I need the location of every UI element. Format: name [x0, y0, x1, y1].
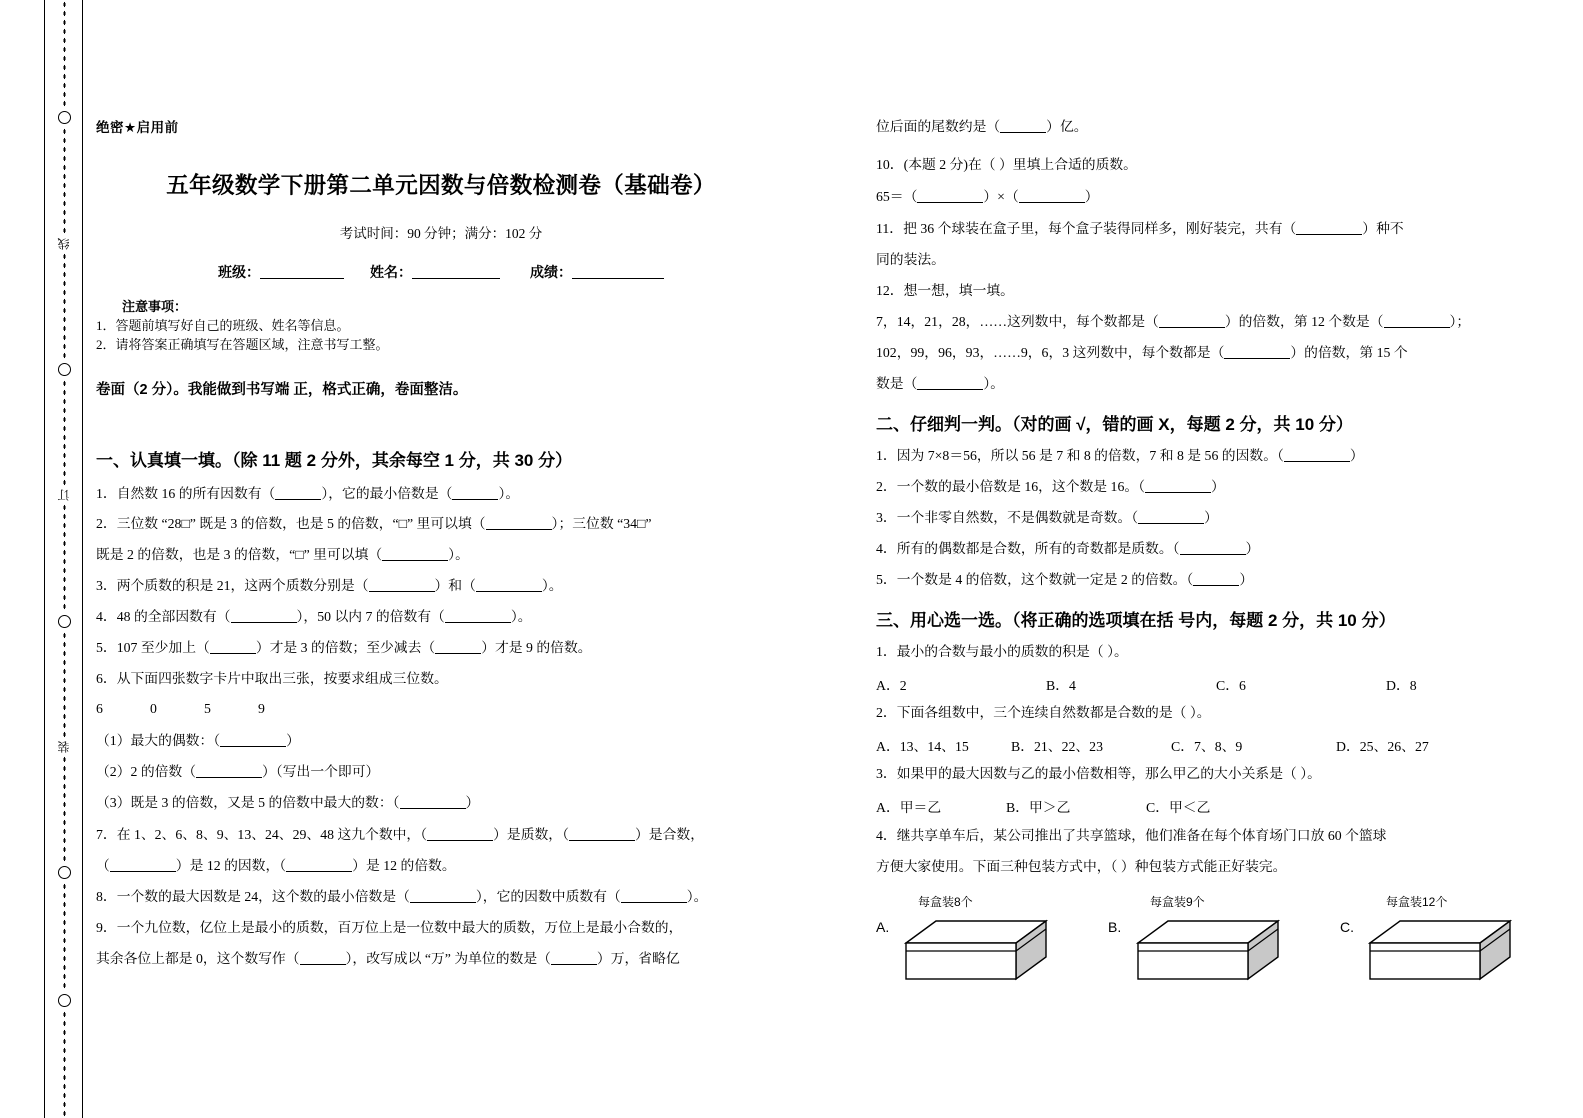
q3-1-option-a[interactable]: A．2: [876, 678, 907, 693]
q12-text-g: ）。: [983, 376, 1005, 391]
binding-line-outer: [44, 0, 45, 1118]
q3-blank-2[interactable]: [476, 591, 542, 592]
q5-text-b: ）才是 3 的倍数；至少减去（: [255, 640, 436, 655]
q3-2-option-a[interactable]: A．13、14、15: [876, 739, 969, 754]
q9-text-a: 其余各位上都是 0，这个数写作（: [96, 951, 300, 966]
q5-blank-2[interactable]: [435, 653, 481, 654]
question-1-12-line3: [876, 375, 1536, 392]
q4-text-c: ）。: [510, 609, 532, 624]
q5-blank-1[interactable]: [210, 653, 256, 654]
binding-circle: [58, 994, 71, 1007]
tf1-text: 1．因为 7×8＝56，所以 56 是 7 和 8 的倍数，7 和 8 是 56 的因数。（: [876, 448, 1284, 463]
tf4-blank[interactable]: [1180, 554, 1246, 555]
score-label: 成绩：: [530, 264, 572, 280]
q2-blank-2[interactable]: [382, 560, 448, 561]
q3-3-option-b[interactable]: B．甲＞乙: [1006, 800, 1071, 815]
packaging-c-caption: 每盒装12个: [1386, 895, 1448, 909]
q12-blank-1[interactable]: [1159, 327, 1225, 328]
binding-dots: [63, 252, 66, 360]
q6s1-text-b: ）: [286, 733, 300, 748]
binding-circle: [58, 866, 71, 879]
tf2-text: 2．一个数的最小倍数是 16，这个数是 16。（: [876, 479, 1146, 494]
q11-text-b: ）种不: [1362, 221, 1404, 236]
question-1-12-line1: [876, 313, 1536, 330]
q6s3-text-a: （3）既是 3 的倍数，又是 5 的倍数中最大的数：（: [96, 795, 400, 810]
binding-mark-zhuang: 装: [57, 740, 71, 753]
q8-blank-1[interactable]: [410, 902, 476, 903]
question-1-10-stem: 10．(本题 2 分)在（ ）里填上合适的质数。: [876, 157, 1137, 172]
q2-text-a: 2．三位数 “28□” 既是 3 的倍数，也是 5 的倍数，“□” 里可以填（: [96, 516, 486, 531]
q3-2-option-b[interactable]: B．21、22、23: [1011, 739, 1103, 754]
question-3-3-stem: 3．如果甲的最大因数与乙的最小倍数相等，那么甲乙的大小关系是（ ）。: [876, 766, 1321, 781]
packaging-options-row: [876, 895, 1536, 985]
binding-dots: [63, 379, 66, 487]
section-one-heading: 一、认真填一填。（除 11 题 2 分外，其余每空 1 分，共 30 分）: [96, 451, 573, 470]
tf5-text: 5．一个数是 4 的倍数，这个数就一定是 2 的倍数。（: [876, 572, 1194, 587]
q9-text-e: ）亿。: [1046, 119, 1088, 134]
paper-neatness-note: 卷面（2 分）。我能做到书写端 正，格式正确，卷面整洁。: [96, 382, 468, 398]
q7-blank-4[interactable]: [286, 871, 352, 872]
q9-blank-2[interactable]: [551, 964, 597, 965]
q3-1-option-b[interactable]: B．4: [1046, 678, 1076, 693]
question-1-3: [96, 577, 786, 594]
question-1-9-line3: [876, 118, 1536, 135]
q6s3-blank[interactable]: [400, 808, 466, 809]
binding-dots: [63, 755, 66, 863]
notice-item-2: 2．请将答案正确填写在答题区域，注意书写工整。: [96, 337, 389, 352]
question-2-2: [876, 478, 1536, 495]
binding-circle: [58, 111, 71, 124]
question-3-2-options: [876, 735, 1536, 755]
question-1-12-stem: 12．想一想，填一填。: [876, 283, 1014, 298]
q10-text-a: 65＝（: [876, 189, 918, 204]
q6s2-text-a: （2）2 的倍数（: [96, 764, 197, 779]
q3-text-b: ）和（: [434, 578, 476, 593]
notice-title: 注意事项：: [122, 299, 188, 314]
q12-text-c: ）；: [1449, 314, 1471, 329]
question-3-3-options: [876, 796, 1536, 816]
q10-text-b: ）×（: [983, 189, 1019, 204]
question-1-11-line2: 同的装法。: [876, 252, 945, 267]
q3-text-c: ）。: [541, 578, 563, 593]
exam-info: 考试时间：90 分钟；满分：102 分: [339, 226, 543, 241]
question-3-2-stem: 2．下面各组数中，三个连续自然数都是合数的是（ ）。: [876, 705, 1211, 720]
class-input-blank[interactable]: [260, 278, 344, 279]
q2-blank-1[interactable]: [486, 529, 552, 530]
q7-text-a: 7．在 1、2、6、8、9、13、24、29、48 这九个数中，（: [96, 827, 428, 842]
q11-blank-1[interactable]: [1296, 234, 1362, 235]
question-1-6-sub2: [96, 763, 786, 780]
tf3-text-end: ）: [1204, 510, 1218, 525]
q9-text-b: ），改写成以 “万” 为单位的数是（: [345, 951, 551, 966]
q12-text-b: ）的倍数，第 12 个数是（: [1224, 314, 1384, 329]
q12-blank-3[interactable]: [1224, 358, 1290, 359]
question-1-6-sub1: [96, 732, 786, 749]
q9-text-d: 位后面的尾数约是（: [876, 119, 1001, 134]
q2-text-b: ）；三位数 “34□”: [551, 516, 652, 531]
class-label: 班级：: [218, 264, 260, 280]
q4-blank-1[interactable]: [231, 622, 297, 623]
q9-text-c: ）万，省略亿: [596, 951, 680, 966]
q4-blank-2[interactable]: [445, 622, 511, 623]
student-info-row: [96, 262, 786, 282]
question-1-6-sub3: [96, 794, 786, 811]
q12-blank-2[interactable]: [1384, 327, 1450, 328]
name-input-blank[interactable]: [412, 278, 500, 279]
q6s1-blank[interactable]: [220, 746, 286, 747]
q1-text-b: ），它的最小倍数是（: [321, 486, 453, 501]
digit-card-2: 0: [150, 701, 157, 716]
q3-3-option-a[interactable]: A．甲＝乙: [876, 800, 942, 815]
q4-text-b: ），50 以内 7 的倍数有（: [296, 609, 445, 624]
box-illustration-a: [904, 913, 1054, 985]
binding-strip: [46, 0, 82, 1118]
q7-text-b: ）是质数，（: [493, 827, 570, 842]
tf1-text-end: ）: [1349, 448, 1364, 463]
question-1-9-line2: [96, 950, 786, 967]
q8-text-a: 8．一个数的最大因数是 24，这个数的最小倍数是（: [96, 889, 410, 904]
question-1-7-line1: [96, 826, 786, 843]
packaging-b-caption: 每盒装9个: [1150, 895, 1205, 909]
q12-text-a: 7，14，21，28，……这列数中，每个数都是（: [876, 314, 1159, 329]
q11-text-a: 11．把 36 个球装在盒子里，每个盒子装得同样多，刚好装完，共有（: [876, 221, 1297, 236]
packaging-c-letter: C.: [1340, 919, 1354, 935]
q9-blank-3[interactable]: [1000, 132, 1046, 133]
q5-text-a: 5．107 至少加上（: [96, 640, 210, 655]
q1-blank-1[interactable]: [275, 499, 321, 500]
question-1-8: [96, 888, 786, 905]
section-two-heading: 二、仔细判一判。（对的画 √，错的画 X，每题 2 分，共 10 分）: [876, 415, 1353, 434]
q5-text-c: ）才是 9 的倍数。: [481, 640, 592, 655]
question-1-10-equation: [876, 188, 1536, 205]
q12-text-e: ）的倍数，第 15 个: [1290, 345, 1408, 360]
binding-circle: [58, 615, 71, 628]
q7-text-f: ）是 12 的倍数。: [352, 858, 456, 873]
q3-blank-1[interactable]: [369, 591, 435, 592]
q6s1-text-a: （1）最大的偶数：（: [96, 733, 221, 748]
q9-blank-1[interactable]: [300, 964, 346, 965]
q3-2-option-c[interactable]: C．7、8、9: [1171, 739, 1243, 754]
binding-dots: [63, 127, 66, 235]
q3-1-option-d[interactable]: D．8: [1386, 678, 1417, 693]
question-2-3: [876, 509, 1536, 526]
digit-card-1: 6: [96, 701, 103, 716]
q7-text-c: ）是合数，: [635, 827, 704, 842]
q10-text-c: ）: [1084, 189, 1099, 204]
binding-circle: [58, 363, 71, 376]
q12-text-d: 102，99，96，93，……9，6，3 这列数中，每个数都是（: [876, 345, 1225, 360]
q4-text-a: 4．48 的全部因数有（: [96, 609, 231, 624]
binding-dots: [63, 503, 66, 611]
binding-mark-xian: 线: [57, 237, 71, 250]
box-illustration-b: [1136, 913, 1286, 985]
q12-text-f: 数是（: [876, 376, 918, 391]
question-1-11-line1: [876, 220, 1536, 237]
q10-blank-2[interactable]: [1019, 202, 1085, 203]
digit-card-4: 9: [258, 701, 265, 716]
box-illustration-c: [1368, 913, 1518, 985]
question-1-6-stem: 6．从下面四张数字卡片中取出三张，按要求组成三位数。: [96, 671, 448, 686]
question-1-2-line2: [96, 546, 786, 563]
tf5-text-end: ）: [1239, 572, 1254, 587]
q7-text-d: （: [96, 858, 110, 873]
name-label: 姓名：: [370, 264, 412, 280]
q6s2-text-b: ）（写出一个即可）: [262, 764, 380, 779]
question-2-5: [876, 571, 1536, 588]
packaging-a-caption: 每盒装8个: [918, 895, 973, 909]
question-1-12-line2: [876, 344, 1536, 361]
q7-blank-1[interactable]: [427, 840, 493, 841]
binding-dots: [63, 631, 66, 739]
q2-text-d: ）。: [448, 547, 469, 562]
q2-text-c: 既是 2 的倍数，也是 3 的倍数，“□” 里可以填（: [96, 547, 383, 562]
q1-blank-2[interactable]: [452, 499, 498, 500]
q7-text-e: ）是 12 的因数，（: [175, 858, 287, 873]
question-1-2-line1: [96, 515, 786, 532]
q3-1-option-c[interactable]: C．6: [1216, 678, 1246, 693]
q6s3-text-b: ）: [465, 795, 480, 810]
binding-dots: [63, 0, 66, 108]
tf2-blank[interactable]: [1145, 492, 1211, 493]
question-1-6-cards: [96, 701, 312, 717]
q7-blank-2[interactable]: [569, 840, 635, 841]
q1-text-a: 1．自然数 16 的所有因数有（: [96, 486, 276, 501]
q12-blank-4[interactable]: [917, 389, 983, 390]
question-1-5: [96, 639, 786, 656]
packaging-a-letter: A.: [876, 919, 890, 935]
question-3-4-line1: 4．继共享单车后，某公司推出了共享篮球，他们准备在每个体育场门口放 60 个篮球: [876, 828, 1387, 843]
tf4-text-end: ）: [1245, 541, 1260, 556]
digit-card-3: 5: [204, 701, 211, 716]
tf5-blank[interactable]: [1193, 585, 1239, 586]
question-3-4-line2: 方便大家使用。下面三种包装方式中，（ ）种包装方式能正好装完。: [876, 859, 1287, 874]
question-2-4: [876, 540, 1536, 557]
q7-blank-3[interactable]: [110, 871, 176, 872]
score-input-blank[interactable]: [572, 278, 664, 279]
q8-text-c: ）。: [686, 889, 708, 904]
notice-item-1: 1．答题前填写好自己的班级、姓名等信息。: [96, 318, 350, 333]
q3-3-option-c[interactable]: C．甲＜乙: [1146, 800, 1211, 815]
tf4-text: 4．所有的偶数都是合数，所有的奇数都是质数。（: [876, 541, 1180, 556]
q6s2-blank[interactable]: [196, 777, 262, 778]
question-3-1-options: [876, 674, 1536, 694]
question-3-1-stem: 1．最小的合数与最小的质数的积是（ ）。: [876, 644, 1128, 659]
tf3-text: 3．一个非零自然数，不是偶数就是奇数。（: [876, 510, 1139, 525]
binding-line-inner: [82, 0, 83, 1118]
tf3-blank[interactable]: [1138, 523, 1204, 524]
question-1-1: [96, 485, 786, 502]
q3-2-option-d[interactable]: D．25、26、27: [1336, 739, 1429, 754]
question-1-9-line1: 9．一个九位数，亿位上是最小的质数，百万位上是一位数中最大的质数，万位上是最小合数的，: [96, 920, 683, 935]
question-2-1: [876, 447, 1536, 464]
q3-text-a: 3．两个质数的积是 21，这两个质数分别是（: [96, 578, 369, 593]
tf1-blank[interactable]: [1284, 461, 1350, 462]
question-1-7-line2: [96, 857, 786, 874]
q8-text-b: ），它的因数中质数有（: [475, 889, 621, 904]
binding-dots: [63, 882, 66, 990]
q1-text-c: ）。: [498, 486, 520, 501]
tf2-text-end: ）: [1211, 479, 1225, 494]
question-1-4: [96, 608, 786, 625]
q10-blank-1[interactable]: [917, 202, 983, 203]
q8-blank-2[interactable]: [621, 902, 687, 903]
packaging-b-letter: B.: [1108, 919, 1122, 935]
page-title: 五年级数学下册第二单元因数与倍数检测卷（基础卷）: [166, 173, 716, 198]
section-three-heading: 三、用心选一选。（将正确的选项填在括 号内，每题 2 分，共 10 分）: [876, 611, 1396, 630]
binding-dots: [63, 1010, 66, 1118]
binding-mark-ding: 订: [57, 489, 71, 502]
secret-label: 绝密★启用前: [96, 120, 179, 135]
